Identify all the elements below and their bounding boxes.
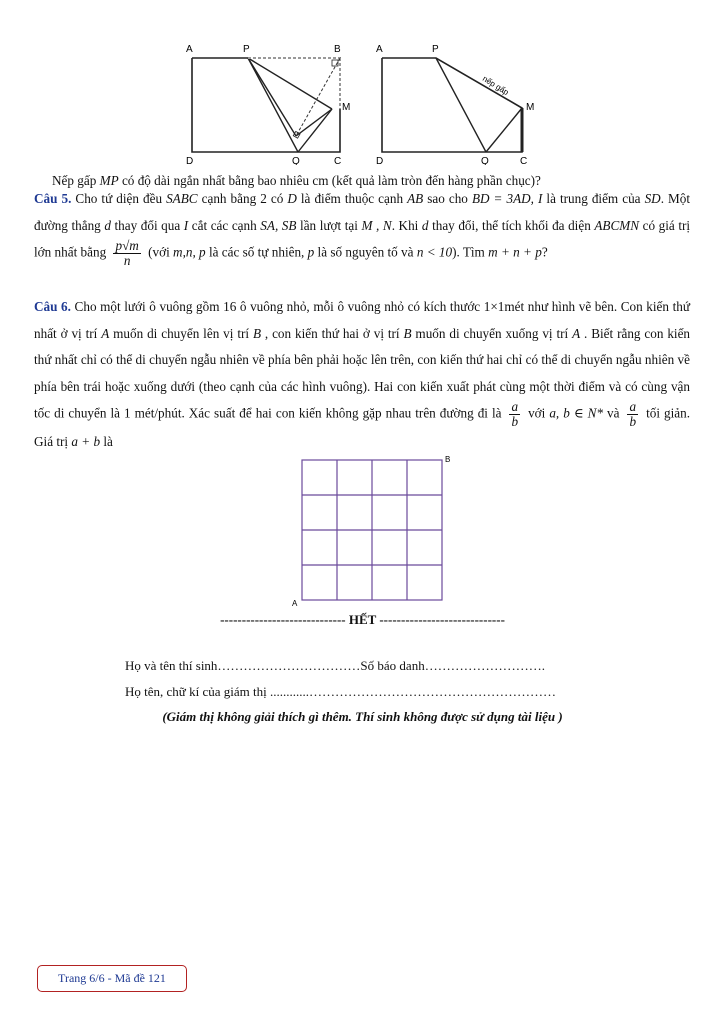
text: muốn di chuyển xuống vị trí xyxy=(411,325,573,341)
text: lần lượt tại xyxy=(296,217,362,233)
math: A xyxy=(101,325,110,341)
math: SA, SB xyxy=(260,217,297,233)
math: AB xyxy=(407,191,424,206)
exam-note: (Giám thị không giải thích gì thêm. Thí sinh không được sử dụng tài liệu ) xyxy=(162,709,563,724)
math: a, b ∈ N* xyxy=(549,405,603,421)
text: ô vuông nhỏ, mỗi ô vuông nhỏ có kích thước xyxy=(236,299,484,314)
text: Nếp gấp xyxy=(52,173,100,188)
math: m,n, p xyxy=(173,244,206,260)
text: thay đổi qua xyxy=(110,217,184,233)
math: ABCMN xyxy=(594,217,640,233)
fraction xyxy=(113,239,140,268)
math: a + b xyxy=(71,434,101,449)
label-q: Q xyxy=(292,156,300,165)
math: A xyxy=(572,325,581,341)
proctor-signature-line: Họ tên, chữ kí của giám thị ............………………………………………………… xyxy=(125,684,556,699)
text: với xyxy=(524,405,550,421)
text: là các số tự nhiên, xyxy=(205,244,308,260)
question-6 xyxy=(34,294,690,456)
text: . Biết rằng con kiến thứ nhất chỉ có thể di chuyển ngẫu nhiên về phía bên phải hoặc lên trên, con kiến thứ hai chỉ có thể di chuyển ngẫu nhiên về phía bên trái hoặc xuống dưới (theo cạnh của các hình vuông). Hai con kiến xuất phát cùng một thời điểm và có cùng vận tốc di chuyển là 1 mét/phút. Xác suất để hai con kiến không gặp nhau trên đường đi là xyxy=(34,325,691,421)
math: MP xyxy=(99,173,119,188)
text: . Khi xyxy=(391,217,422,233)
page-footer xyxy=(37,965,187,992)
text: tối giản. Giá trị xyxy=(34,405,691,449)
fraction-denominator: n xyxy=(123,253,131,268)
text: muốn di chuyển lên vị trí xyxy=(109,325,253,341)
question-5 xyxy=(34,186,690,268)
math: B xyxy=(403,325,412,341)
label-b: B xyxy=(334,44,341,55)
label-p: P xyxy=(432,44,439,55)
math: BD = 3AD, I xyxy=(471,191,543,206)
math: D xyxy=(287,191,297,206)
math: p xyxy=(307,244,315,260)
text: là xyxy=(100,434,113,449)
text: thay đổi, thể tích khối đa diện xyxy=(428,217,595,233)
label-m: M xyxy=(342,102,351,113)
fraction xyxy=(509,400,520,429)
question-label: Câu 5. xyxy=(34,191,72,206)
footer-text: Trang 6/6 - Mã đề 121 xyxy=(58,971,166,985)
text: và xyxy=(603,405,624,421)
label-c: C xyxy=(334,156,342,165)
label-p: P xyxy=(243,44,250,55)
text: cạnh bằng 2 có xyxy=(197,191,288,206)
fraction-numerator: a xyxy=(511,399,519,414)
grid-label-a: A xyxy=(292,599,298,608)
math: d xyxy=(104,217,111,233)
math: 16 xyxy=(223,299,237,314)
text: , con kiến thứ hai ở vị trí xyxy=(261,325,404,341)
text: Cho một lưới ô vuông gồm xyxy=(70,299,224,314)
text: có độ dài ngắn nhất bằng bao nhiêu cm (kết quả làm tròn đến hàng phần chục)? xyxy=(118,173,541,188)
label-q: Q xyxy=(481,156,489,165)
text: (với xyxy=(144,244,174,260)
math: SABC xyxy=(166,191,198,206)
text: cắt các cạnh xyxy=(188,217,261,233)
text: ? xyxy=(541,244,548,260)
label-m: M xyxy=(526,102,535,113)
text: là số nguyên tố và xyxy=(314,244,417,260)
math: d xyxy=(421,217,429,233)
text: có giá trị lớn nhất bằng xyxy=(34,217,691,260)
text: ). Tìm xyxy=(452,244,489,260)
text: . Một đường thẳng xyxy=(34,191,690,233)
label-a: A xyxy=(186,44,193,55)
math: n < 10 xyxy=(416,244,453,260)
grid-label-b: B xyxy=(445,455,451,464)
text: Cho tứ diện đều xyxy=(71,191,167,206)
text: là điểm thuộc cạnh xyxy=(296,191,408,206)
label-d: D xyxy=(186,156,194,165)
fraction-numerator: a xyxy=(629,399,637,414)
fold-figure-left xyxy=(180,40,355,165)
question-label: Câu 6. xyxy=(34,299,71,314)
text: sao cho xyxy=(423,191,472,206)
fraction-denominator: b xyxy=(629,414,637,429)
candidate-info-line: Họ và tên thí sinh……………………………Số báo danh………………………. xyxy=(125,658,545,673)
label-c: C xyxy=(520,156,528,165)
fraction-denominator: b xyxy=(511,414,519,429)
fold-label: nếp gấp xyxy=(480,74,511,98)
label-d: D xyxy=(376,156,384,165)
end-marker: ----------------------------- HẾT ----------------------------- xyxy=(220,612,505,627)
math: B xyxy=(252,325,261,341)
math: M , N xyxy=(361,217,392,233)
math: 1×1 xyxy=(483,299,505,314)
math: I xyxy=(183,217,189,233)
label-a: A xyxy=(376,44,383,55)
math: SD xyxy=(644,191,661,206)
math: m + n + p xyxy=(488,244,542,260)
fraction-numerator: p√m xyxy=(115,238,139,253)
text: mét như hình vẽ bên. Con kiến thứ nhất ở vị trí xyxy=(34,299,691,341)
fold-figure-right xyxy=(370,40,550,165)
text: là trung điểm của xyxy=(542,191,645,206)
grid-figure xyxy=(288,452,458,608)
fraction xyxy=(627,400,638,429)
